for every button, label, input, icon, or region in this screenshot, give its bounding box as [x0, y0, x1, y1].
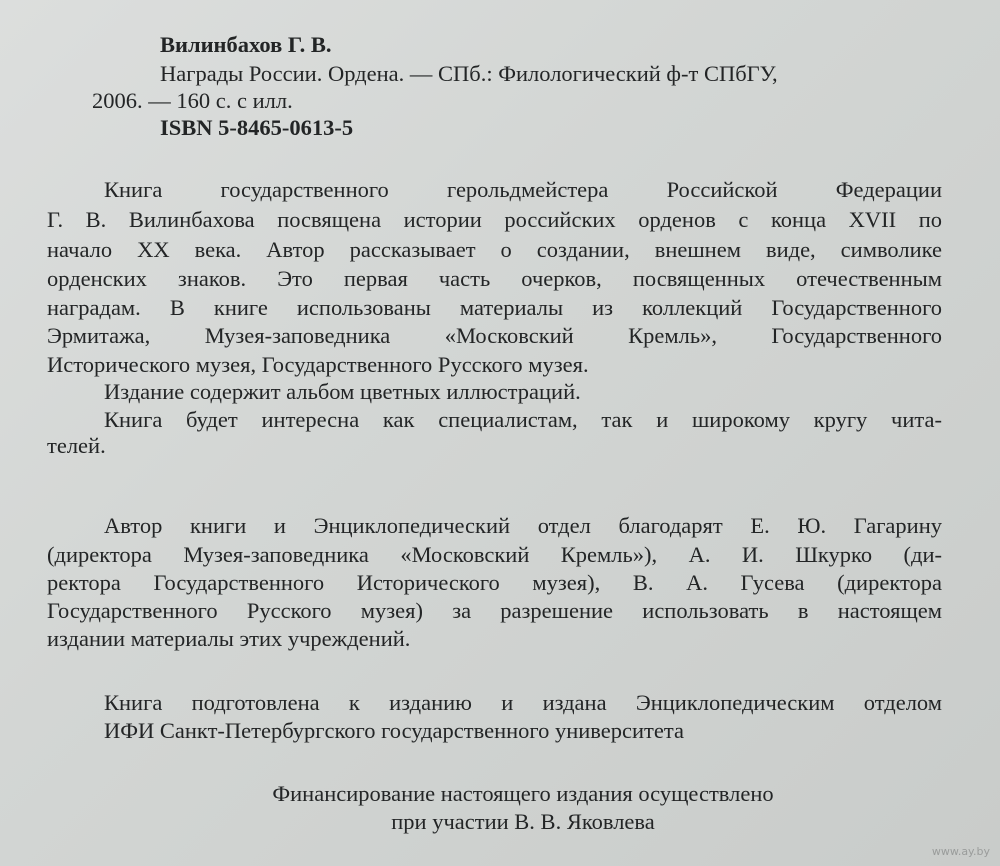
funding-line: при участии В. В. Яковлева [391, 809, 655, 834]
abstract-line: наградам. В книге использованы материалы из коллекций Государственного [47, 295, 942, 320]
acknowledgement-line: ректора Государственного Исторического музея), В. А. Гусева (директора [47, 570, 942, 595]
abstract-line: Издание содержит альбом цветных иллюстраций. [104, 379, 581, 404]
abstract-line: Книга будет интересна как специалистам, так и широкому кругу чита- [104, 407, 942, 432]
acknowledgement-line: издании материалы этих учреждений. [47, 626, 411, 651]
acknowledgement-line: Государственного Русского музея) за разрешение использовать в настоящем [47, 598, 942, 623]
abstract-line: телей. [47, 433, 106, 458]
abstract-line: начало XX века. Автор рассказывает о создании, внешнем виде, символике [47, 237, 942, 262]
isbn: ISBN 5-8465-0613-5 [160, 115, 354, 140]
acknowledgement-line: Автор книги и Энциклопедический отдел благодарят Е. Ю. Гагарину [104, 513, 942, 538]
abstract-line: Книга государственного герольдмейстера Российской Федерации [104, 177, 942, 202]
prepared-line: ИФИ Санкт-Петербургского государственного университета [104, 718, 684, 743]
bibliographic-year-pages: 2006. — 160 с. с илл. [92, 88, 293, 113]
funding-line: Финансирование настоящего издания осуществлено [272, 781, 774, 806]
abstract-line: Г. В. Вилинбахова посвящена истории российских орденов с конца XVII по [47, 207, 942, 232]
abstract-line: Эрмитажа, Музея-заповедника «Московский Кремль», Государственного [47, 323, 942, 348]
watermark: www.ay.by [931, 845, 990, 858]
acknowledgement-line: (директора Музея-заповедника «Московский Кремль»), А. И. Шкурко (ди- [47, 542, 942, 567]
prepared-line: Книга подготовлена к изданию и издана Энциклопедическим отделом [104, 690, 942, 715]
author-name: Вилинбахов Г. В. [160, 32, 332, 57]
abstract-line: орденских знаков. Это первая часть очерков, посвященных отечественным [47, 266, 942, 291]
bibliographic-title-line: Награды России. Ордена. — СПб.: Филологический ф-т СПбГУ, [160, 61, 778, 86]
abstract-line: Исторического музея, Государственного Русского музея. [47, 352, 589, 377]
